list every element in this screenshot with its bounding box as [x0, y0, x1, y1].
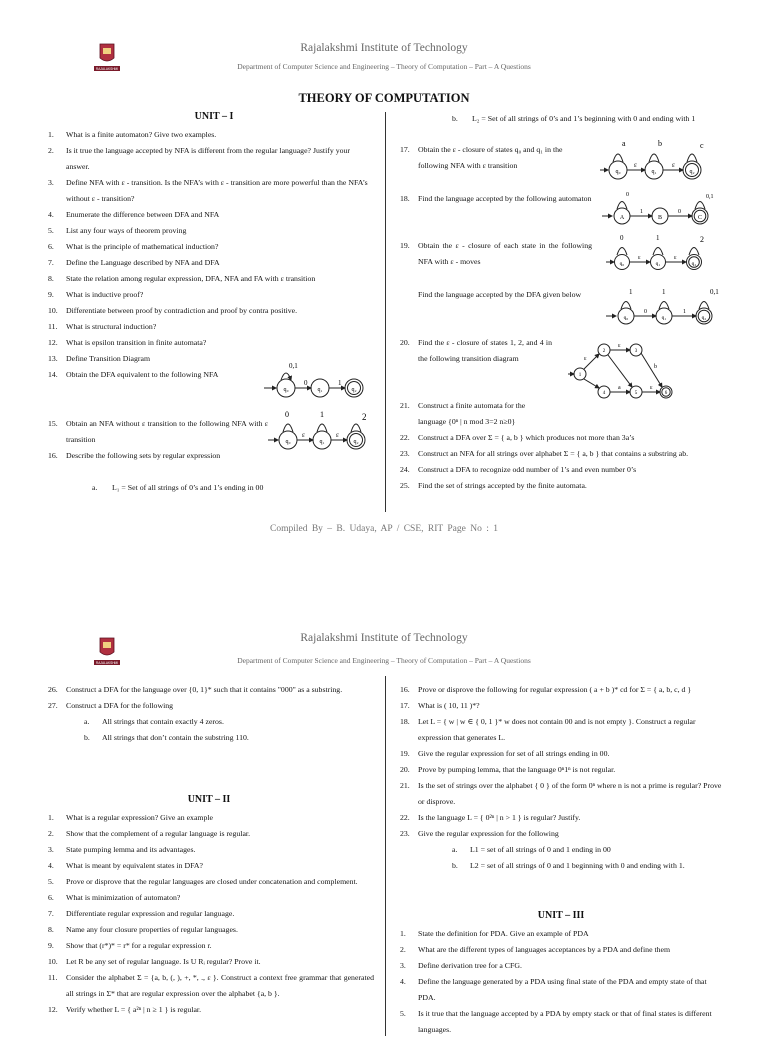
question: [400, 191, 592, 207]
question-text: Obtain the ε - closure of each state in the following NFA with ε - moves: [418, 241, 592, 266]
question-text: Show that the complement of a regular language is regular.: [66, 829, 251, 838]
question-number: 10.: [48, 306, 58, 315]
question-text: Define the language generated by a PDA using final state of the PDA and empty state of that PDA.: [418, 977, 707, 1002]
question-text: What is minimization of automaton?: [66, 893, 181, 902]
question-number: 20.: [400, 338, 410, 347]
question-text: Describe the following sets by regular expression: [66, 451, 221, 460]
transition-diagram-q20: [566, 336, 684, 402]
edge-label: ε: [672, 161, 675, 169]
question-number: 9.: [48, 941, 54, 950]
question-number: 3.: [48, 845, 54, 854]
question-text: Name any four closure properties of regular languages.: [66, 925, 238, 934]
question: [400, 287, 592, 303]
edge-label: 0: [285, 410, 289, 419]
institute-name: Rajalakshmi Institute of Technology: [300, 42, 468, 54]
edge-label: ε: [674, 255, 677, 261]
question: [400, 335, 552, 367]
question-text: Define NFA with ε - transition. Is the NFA’s with ε - transition are more powerful than the NFA’s without ε - transition?: [66, 178, 368, 203]
question-16a: [48, 480, 374, 496]
question: [48, 239, 374, 255]
sub-text: All strings that contain exactly 4 zeros.: [102, 717, 224, 726]
nfa-diagram-q15: [266, 408, 378, 460]
question-text: Prove or disprove the following for regular expression ( a + b )* cd for Σ = { a, b, c, d }: [418, 685, 692, 694]
question-text: Define the Language described by NFA and DFA: [66, 258, 220, 267]
question: [48, 335, 374, 351]
question-text: What are the different types of languages acceptances by a PDA and define them: [418, 945, 671, 954]
question-text: Construct a DFA for the language over {0, 1}* such that it contains "000" as a substring.: [66, 685, 343, 694]
state-label: q₁: [651, 169, 657, 175]
department-line: Department of Computer Science and Engineering – Theory of Computation – Part – A Questions: [237, 62, 531, 71]
question: [48, 890, 374, 906]
question-number: 22.: [400, 433, 410, 442]
state-label: q₁: [317, 387, 323, 393]
state-label: q₂: [689, 169, 695, 175]
question: [48, 922, 374, 938]
question-number: 17.: [400, 145, 410, 154]
sub-question: [48, 714, 374, 730]
question-text: Give the regular expression for the following: [418, 829, 559, 838]
question-text: Consider the alphabet Σ = {a, b, (, ), +, *, ., ε }. Construct a context free grammar that generated all strings in Σ* that are regular expression over the alphabet {a, b }.: [66, 973, 374, 998]
sub-letter: a.: [84, 717, 90, 726]
question-19: [400, 238, 592, 270]
edge-label: 2: [362, 412, 367, 422]
question-text: Is it true the language accepted by NFA is different from the regular language? Justify your answer.: [66, 146, 350, 171]
question-number: 15.: [48, 419, 58, 428]
department-line: Department of Computer Science and Engineering – Theory of Computation – Part – A Questions: [237, 656, 531, 665]
state-label: 5: [634, 391, 638, 396]
institute-name: Rajalakshmi Institute of Technology: [300, 632, 468, 644]
unit-3-heading: UNIT – III: [537, 910, 585, 921]
question-text: Differentiate between proof by contradiction and proof by contra positive.: [66, 306, 298, 315]
question-text: Construct a DFA over Σ = { a, b } which produces not more than 3a’s: [418, 433, 635, 442]
state-label: q₂: [701, 315, 707, 321]
question: [48, 207, 374, 223]
question: [400, 238, 592, 270]
edge-label: ε: [638, 255, 641, 261]
question: [400, 714, 726, 746]
question-number: 18.: [400, 717, 410, 726]
question-number: 16.: [48, 451, 58, 460]
question: [48, 1002, 374, 1018]
state-label: A: [619, 215, 625, 221]
question-text: What is inductive proof?: [66, 290, 144, 299]
question-number: 5.: [400, 1009, 406, 1018]
unit-3-questions: [400, 926, 726, 1038]
question: [48, 826, 374, 842]
state-label: q₀: [615, 169, 621, 175]
state-label: q₂: [351, 387, 357, 393]
question-number: 9.: [48, 290, 54, 299]
question-number: 11.: [48, 973, 58, 982]
question-number: 8.: [48, 274, 54, 283]
question: [400, 398, 550, 430]
question-text: State the relation among regular expression, DFA, NFA and FA with ε transition: [66, 274, 316, 283]
question-text: State pumping lemma and its advantages.: [66, 845, 196, 854]
dfa-diagram-q19b: [604, 284, 724, 330]
dfa-diagram-q18: [600, 190, 724, 230]
question-number: 23.: [400, 829, 410, 838]
question: [48, 954, 374, 970]
sub-question: [48, 480, 374, 496]
question-number: 4.: [48, 210, 54, 219]
question-text: What is ( 10, 11 )*?: [418, 701, 480, 710]
question: [400, 958, 726, 974]
question-text: List any four ways of theorem proving: [66, 226, 187, 235]
question: [48, 906, 374, 922]
question: [48, 287, 374, 303]
question-17: [400, 142, 592, 174]
question-number: 24.: [400, 465, 410, 474]
question: [400, 682, 726, 698]
question-text: Find the language accepted by the following automaton: [418, 194, 592, 203]
question: [48, 842, 374, 858]
question: [48, 970, 374, 1002]
nfa-diagram-q17: [598, 136, 724, 184]
question-text: What is epsilon transition in finite automata?: [66, 338, 207, 347]
question-number: 18.: [400, 194, 410, 203]
question-number: 22.: [400, 813, 410, 822]
question-number: 3.: [400, 961, 406, 970]
edge-label: ε: [584, 356, 587, 362]
question-number: 6.: [48, 893, 54, 902]
state-label: B: [657, 215, 663, 221]
question-number: 26.: [48, 685, 58, 694]
question-number: 5.: [48, 877, 54, 886]
question-text: What is structural induction?: [66, 322, 157, 331]
unit-1-heading: UNIT – I: [194, 111, 234, 122]
state-label: q₂: [691, 261, 697, 267]
unit-1-questions: [48, 127, 374, 383]
edge-label: b: [654, 364, 657, 370]
column-divider: [385, 112, 386, 512]
questions-26-27: [48, 682, 374, 746]
state-label: q₀: [623, 315, 629, 321]
question: [400, 698, 726, 714]
state-label: q₁: [319, 439, 325, 445]
question: [48, 303, 374, 319]
sub-text: L₂ = Set of all strings of 0’s and 1’s beginning with 0 and ending with 1: [472, 114, 696, 123]
sub-text: L2 = set of all strings of 0 and 1 beginning with 0 and ending with 1.: [470, 861, 685, 870]
questions-22-25: [400, 430, 726, 494]
question: [48, 271, 374, 287]
question: [48, 255, 374, 271]
question: [48, 175, 374, 207]
edge-label: 0,1: [706, 194, 714, 200]
sub-text: L1 = set of all strings of 0 and 1 ending in 00: [470, 845, 611, 854]
question-text: What is meant by equivalent states in DFA?: [66, 861, 203, 870]
question-text: Define Transition Diagram: [66, 354, 151, 363]
question-number: 8.: [48, 925, 54, 934]
question-number: 13.: [48, 354, 58, 363]
question: [400, 762, 726, 778]
unit-2-questions: [48, 810, 374, 1018]
sub-question: [400, 842, 726, 858]
question-21: [400, 398, 550, 430]
question-text: Differentiate regular expression and regular language.: [66, 909, 235, 918]
state-label: q₀: [619, 261, 625, 267]
question-text: Obtain the ε - closure of states q₀ and q₁ in the following NFA with ε transition: [418, 145, 563, 170]
question: [400, 1006, 726, 1038]
sub-letter: b.: [452, 114, 458, 123]
unit-2-questions-continued: [400, 682, 726, 874]
state-label: 6: [664, 391, 668, 396]
state-label: q₁: [655, 261, 661, 267]
question-18: [400, 191, 592, 207]
question-number: 1.: [48, 813, 54, 822]
nfa-diagram-q19: [604, 232, 720, 276]
edge-label: 0: [678, 209, 681, 215]
question-text: Show that (r*)* = r* for a regular expression r.: [66, 941, 212, 950]
question-number: 17.: [400, 701, 410, 710]
question-number: 7.: [48, 258, 54, 267]
question-number: 19.: [400, 241, 410, 250]
page-2: [0, 620, 768, 1034]
question-text: Prove or disprove that the regular languages are closed under concatenation and complement.: [66, 877, 358, 886]
question-text: Obtain an NFA without ε transition to the following NFA with ε transition: [66, 419, 268, 444]
sub-question: [48, 730, 374, 746]
state-label: 3: [634, 349, 638, 354]
question-number: 23.: [400, 449, 410, 458]
question-number: 27.: [48, 701, 58, 710]
question-text: Is the set of strings over the alphabet { 0 } of the form 0ⁿ where n is not a prime is regular? Prove or disprove.: [418, 781, 722, 806]
edge-label: 0: [304, 379, 308, 387]
edge-label: ε: [634, 161, 637, 169]
edge-label: b: [658, 139, 662, 148]
question-number: 14.: [48, 370, 58, 379]
question-number: 1.: [400, 929, 406, 938]
column-divider: [385, 676, 386, 1036]
question-number: 4.: [400, 977, 406, 986]
question: [400, 942, 726, 958]
edge-label: 1: [640, 209, 643, 215]
question-text: Let L = { w | w ∈ { 0, 1 }* w does not contain 00 and is not empty }. Construct a regular expression that generates L.: [418, 717, 696, 742]
question: [400, 810, 726, 826]
question-text: Construct an NFA for all strings over alphabet Σ = { a, b } that contains a substring ab.: [418, 449, 689, 458]
question: [400, 746, 726, 762]
unit-2-heading: UNIT – II: [187, 794, 231, 805]
question: [400, 826, 726, 842]
page-title: THEORY OF COMPUTATION: [298, 91, 470, 105]
state-label: 2: [602, 349, 606, 354]
question-number: 12.: [48, 338, 58, 347]
nfa-diagram-q14: [262, 360, 374, 408]
edge-label: 0,1: [289, 362, 298, 370]
sub-letter: a.: [452, 845, 458, 854]
state-label: C: [697, 215, 703, 221]
question-text: Construct a finite automata for the language {0ⁿ | n mod 3=2 n≥0}: [418, 401, 526, 426]
sub-question: [400, 858, 726, 874]
question-number: 12.: [48, 1005, 58, 1014]
edge-label: 0,1: [710, 288, 719, 296]
edge-label: 1: [683, 309, 686, 315]
question: [48, 874, 374, 890]
question: [400, 462, 726, 478]
question-text: Give the regular expression for set of all strings ending in 00.: [418, 749, 610, 758]
sub-text: All strings that don’t contain the substring 110.: [102, 733, 249, 742]
question-number: 21.: [400, 781, 410, 790]
question-text: State the definition for PDA. Give an example of PDA: [418, 929, 589, 938]
logo-text: RAJALAKSHMI: [95, 661, 119, 665]
question-text: Find the language accepted by the DFA given below: [418, 290, 582, 299]
question: [48, 698, 374, 714]
question: [48, 223, 374, 239]
question-text: What is the principle of mathematical induction?: [66, 242, 219, 251]
question-number: 1.: [48, 130, 54, 139]
edge-label: 0: [644, 309, 647, 315]
question-text: Construct a DFA to recognize odd number of 1’s and even number 0’s: [418, 465, 637, 474]
question: [48, 416, 268, 448]
question: [48, 938, 374, 954]
question-text: What is a finite automaton? Give two examples.: [66, 130, 217, 139]
sub-letter: a.: [92, 483, 98, 492]
question-text: Let R be any set of regular language. Is U Rᵢ regular? Prove it.: [66, 957, 261, 966]
question-text: Prove by pumping lemma, that the language 0ⁿ1ⁿ is not regular.: [418, 765, 616, 774]
question-number: 5.: [48, 226, 54, 235]
question-19b: [400, 287, 592, 303]
question-number: 3.: [48, 178, 54, 187]
edge-label: 2: [700, 235, 704, 244]
state-label: q₀: [283, 387, 289, 393]
question-number: 21.: [400, 401, 410, 410]
question: [400, 142, 592, 174]
question-text: Verify whether L = { a²ⁿ | n ≥ 1 } is regular.: [66, 1005, 202, 1014]
state-label: q₀: [285, 439, 291, 445]
question-15: [48, 416, 268, 464]
question-text: Find the set of strings accepted by the finite automata.: [418, 481, 587, 490]
question: [48, 682, 374, 698]
question-number: 4.: [48, 861, 54, 870]
state-label: 1: [578, 373, 582, 378]
question-number: 20.: [400, 765, 410, 774]
edge-label: ε: [336, 431, 339, 439]
edge-label: 0: [626, 192, 629, 198]
sub-question: [400, 111, 726, 127]
question-text: Is it true that the language accepted by a PDA by empty stack or that of final states is different languages.: [418, 1009, 712, 1034]
sub-text: L₁ = Set of all strings of 0’s and 1’s ending in 00: [112, 483, 264, 492]
edge-label: 1: [320, 410, 324, 419]
question-number: 16.: [400, 685, 410, 694]
edge-label: 0: [620, 234, 624, 242]
question: [400, 446, 726, 462]
question-text: Obtain the DFA equivalent to the following NFA: [66, 370, 219, 379]
page-footer: Compiled By – B. Udaya, AP / CSE, RIT Page No : 1: [270, 524, 498, 534]
question: [400, 926, 726, 942]
question-text: Enumerate the difference between DFA and NFA: [66, 210, 220, 219]
question-number: 11.: [48, 322, 58, 331]
question: [48, 448, 268, 464]
question-number: 7.: [48, 909, 54, 918]
question-number: 19.: [400, 749, 410, 758]
edge-label: ε: [618, 343, 621, 349]
question-number: 2.: [48, 146, 54, 155]
state-label: q₂: [353, 439, 359, 445]
logo-text: RAJALAKSHMI: [95, 67, 119, 71]
question-number: 10.: [48, 957, 58, 966]
question: [400, 478, 726, 494]
edge-label: 1: [629, 288, 633, 296]
question: [400, 430, 726, 446]
question: [400, 778, 726, 810]
question: [48, 367, 276, 383]
edge-label: 1: [656, 234, 660, 242]
edge-label: ε: [650, 385, 653, 391]
edge-label: c: [700, 141, 704, 150]
question-text: Construct a DFA for the following: [66, 701, 174, 710]
state-label: q₁: [661, 315, 667, 321]
question: [400, 974, 726, 1006]
sub-letter: b.: [452, 861, 458, 870]
edge-label: 1: [662, 288, 666, 296]
question-text: What is a regular expression? Give an example: [66, 813, 213, 822]
question-text: Is the language L = { 0²ⁿ | n > 1 } is regular? Justify.: [418, 813, 581, 822]
question-text: Find the ε - closure of states 1, 2, and 4 in the following transition diagram: [418, 338, 552, 363]
question-number: 6.: [48, 242, 54, 251]
question: [48, 319, 374, 335]
question: [48, 143, 374, 175]
question: [48, 858, 374, 874]
question: [48, 810, 374, 826]
question: [48, 127, 374, 143]
state-label: 4: [602, 391, 606, 396]
question-16b: [400, 111, 726, 127]
question-text: Define derivation tree for a CFG.: [418, 961, 522, 970]
edge-label: 1: [338, 379, 342, 387]
question-20: [400, 335, 552, 367]
question-number: 2.: [400, 945, 406, 954]
edge-label: a: [622, 139, 626, 148]
edge-label: a: [618, 385, 621, 391]
question-number: 2.: [48, 829, 54, 838]
sub-letter: b.: [84, 733, 90, 742]
edge-label: ε: [302, 431, 305, 439]
question-number: 25.: [400, 481, 410, 490]
